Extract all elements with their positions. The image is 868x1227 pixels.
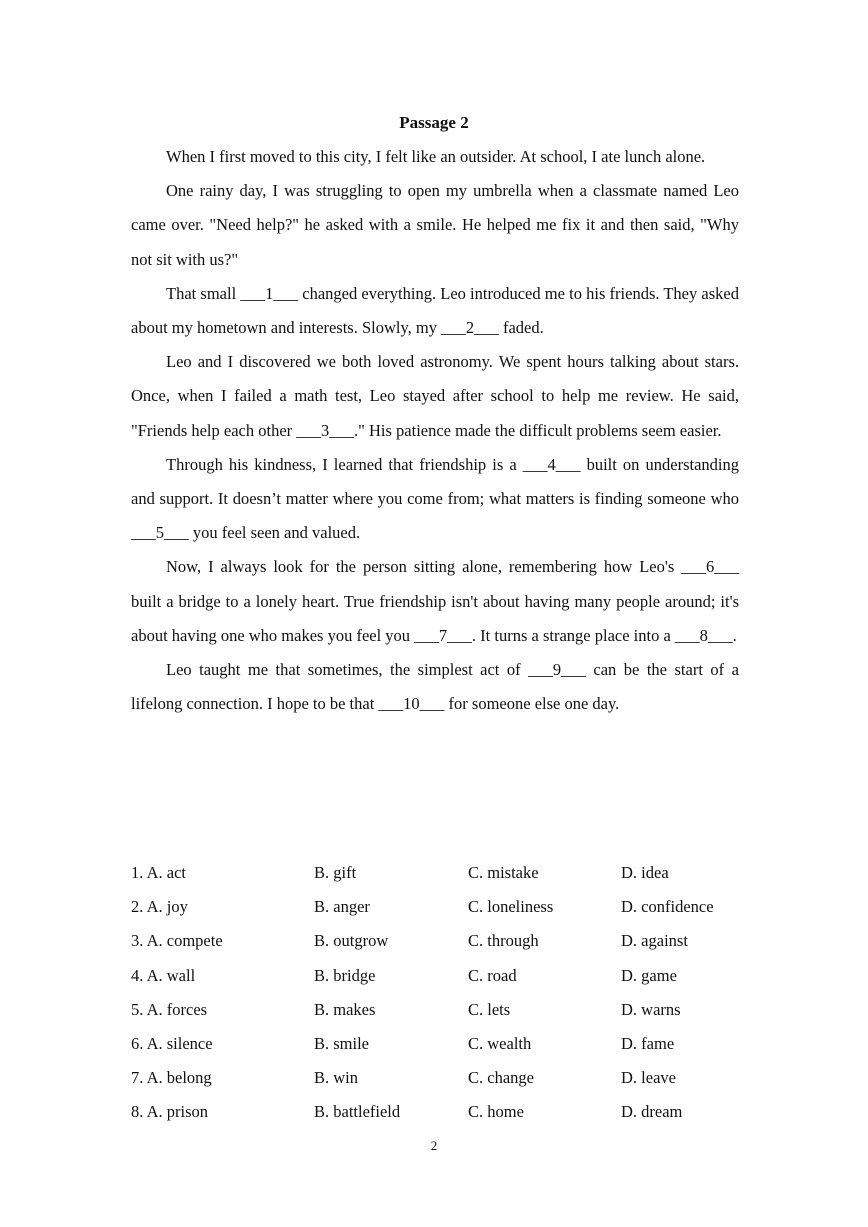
paragraph: Now, I always look for the person sitting alone, remembering how Leo's ___6___ built a bridge to a lonely heart. True friendship isn't about having many people around; it's about having one who makes you feel you ___7___. It turns a strange place into a ___8___. [131,557,739,645]
paragraph: Leo and I discovered we both loved astronomy. We spent hours talking about stars. Once, when I failed a math test, Leo stayed after school to help me review. He said, "Friends help each other ___3___." His patience made the difficult problems seem easier. [131,352,739,440]
option-b: B. bridge [314,965,376,985]
option-a: 7. A. belong [131,1068,212,1088]
paragraph: Through his kindness, I learned that friendship is a ___4___ built on understanding and support. It doesn’t matter where you come from; what matters is finding someone who ___5___ you feel seen and valued. [131,454,739,543]
option-row [131,993,739,1027]
page-title: Passage 2 [399,113,469,132]
option-d: D. fame [621,1033,675,1053]
option-row [131,959,739,993]
option-c: C. road [468,965,517,985]
option-row [131,890,739,924]
passage-body [131,140,739,721]
option-row [131,1095,739,1129]
option-c: C. home [468,1102,524,1122]
option-d: D. idea [621,863,669,882]
option-a: 1. A. act [131,863,186,882]
option-a: 6. A. silence [131,1033,213,1053]
option-b: B. win [314,1068,359,1088]
option-a: 4. A. wall [131,965,196,985]
option-b: B. outgrow [314,931,389,951]
option-row [131,1027,739,1061]
option-c: C. through [468,931,539,951]
option-b: B. anger [314,897,370,917]
option-row [131,1061,739,1095]
option-b: B. battlefield [314,1102,401,1122]
paragraph: One rainy day, I was struggling to open my umbrella when a classmate named Leo came over. "Need help?" he asked with a smile. He helped me fix it and then said, "Why not sit with us?" [131,181,739,269]
paragraph: When I first moved to this city, I felt like an outsider. At school, I ate lunch alone. [166,147,706,166]
option-b: B. makes [314,999,376,1019]
option-c: C. lets [468,999,511,1019]
paragraph: Leo taught me that sometimes, the simplest act of ___9___ can be the start of a lifelong connection. I hope to be that ___10___ for someone else one day. [131,660,739,714]
option-d: D. dream [621,1102,683,1122]
option-d: D. warns [621,999,681,1019]
option-row [131,856,739,890]
option-b: B. gift [314,863,357,882]
paragraph: That small ___1___ changed everything. Leo introduced me to his friends. They asked about my hometown and interests. Slowly, my ___2___ faded. [131,283,739,338]
answer-options [131,856,739,1130]
option-d: D. game [621,965,677,985]
option-a: 5. A. forces [131,999,208,1019]
option-c: C. wealth [468,1033,532,1053]
option-d: D. against [621,931,688,951]
option-d: D. confidence [621,897,714,917]
option-c: C. change [468,1068,534,1088]
option-row [131,924,739,958]
option-d: D. leave [621,1068,676,1088]
option-a: 8. A. prison [131,1102,209,1122]
option-a: 3. A. compete [131,931,223,951]
page-number: 2 [430,1138,438,1153]
option-a: 2. A. joy [131,897,188,917]
option-c: C. loneliness [468,897,554,917]
option-c: C. mistake [468,863,539,882]
option-b: B. smile [314,1033,370,1053]
